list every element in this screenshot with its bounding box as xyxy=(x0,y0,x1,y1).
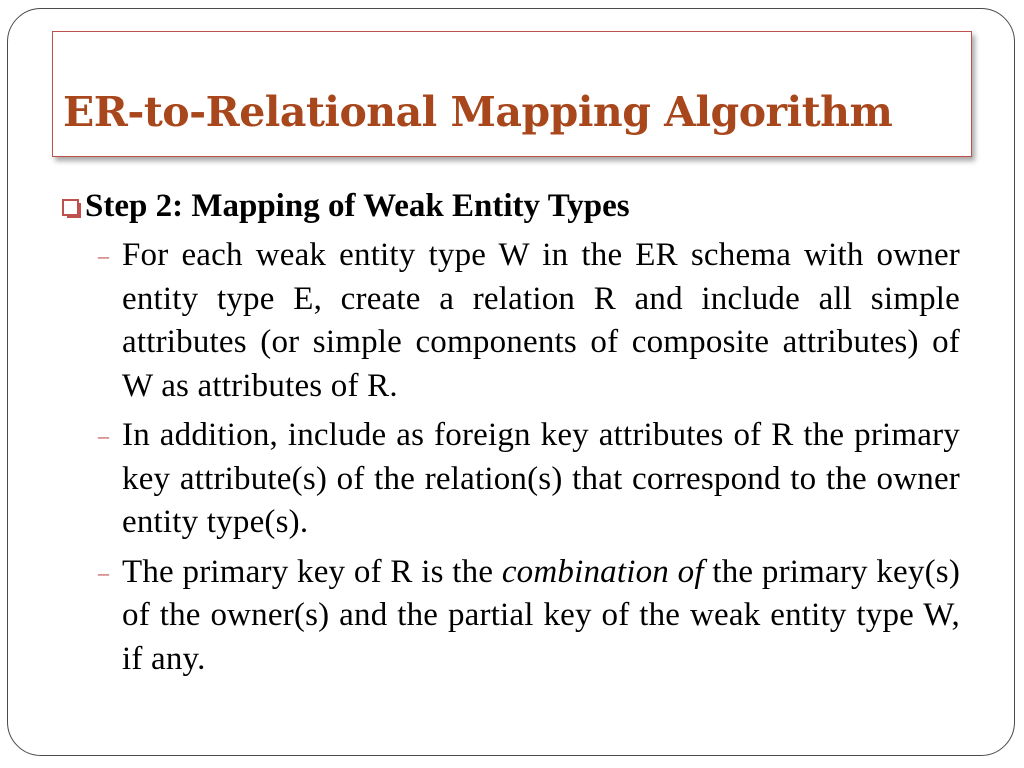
step-heading-text: Step 2: Mapping of Weak Entity Types xyxy=(85,188,630,224)
bullet-text: For each weak entity type W in the ER schema with owner entity type E, create a relation R and include all simple attributes (or simple components of composite attributes) of W as attributes of R. xyxy=(122,237,960,404)
checkbox-icon xyxy=(62,199,79,216)
bullet-item xyxy=(62,551,964,682)
dash-icon: – xyxy=(98,243,109,268)
bullet-list xyxy=(62,234,964,681)
bullet-text-after: the primary key(s) of the owner(s) and the partial key of the weak entity type W, if any. xyxy=(122,553,961,677)
bullet-text-italic: combination of xyxy=(501,553,704,590)
slide-title: ER-to-Relational Mapping Algorithm xyxy=(63,88,893,136)
step-heading xyxy=(62,186,964,226)
dash-icon: – xyxy=(98,559,109,585)
bullet-text: In addition, include as foreign key attributes of R the primary key attribute(s) of the relation(s) that correspond to the owner entity type(s). xyxy=(122,417,960,540)
bullet-item xyxy=(62,414,964,545)
dash-icon: – xyxy=(98,423,109,448)
bullet-text xyxy=(122,551,960,682)
bullet-item xyxy=(62,234,964,408)
bullet-text-before: The primary key of R is the xyxy=(122,553,502,590)
title-box xyxy=(52,31,972,157)
slide-content xyxy=(62,186,964,687)
